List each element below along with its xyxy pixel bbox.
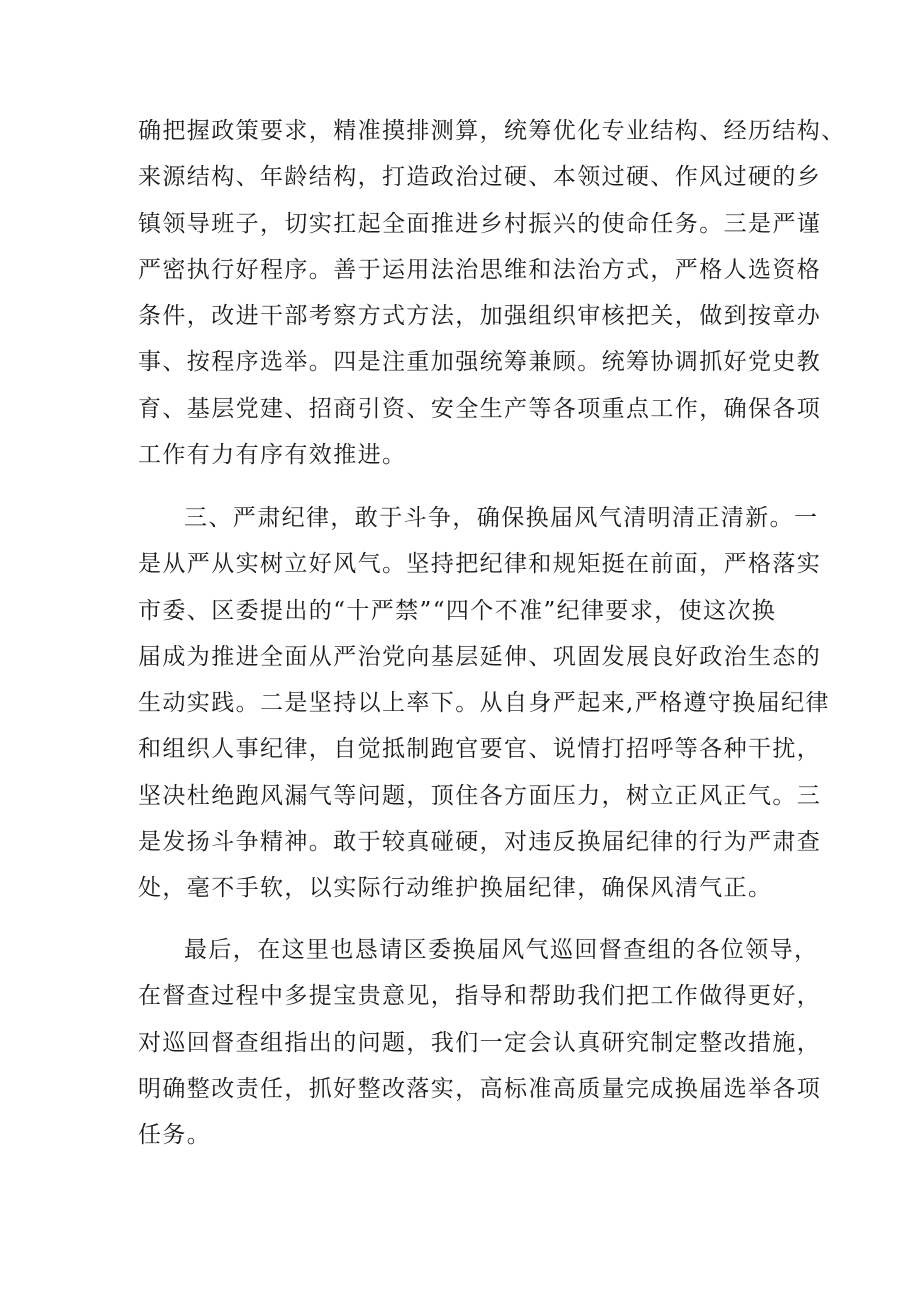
text-line: 对巡回督查组指出的问题，我们一定会认真研究制定整改措施，	[138, 1029, 822, 1056]
text-line: 在督查过程中多提宝贵意见，指导和帮助我们把工作做得更好，	[138, 983, 822, 1010]
text-line: 任务。	[138, 1122, 212, 1149]
paragraph-leadership-structure	[138, 108, 846, 478]
text-line: 来源结构、年龄结构，打造政治过硬、本领过硬、作风过硬的乡	[138, 164, 822, 191]
text-line: 最后，在这里也恳请区委换届风气巡回督查组的各位领导，	[184, 937, 819, 963]
text-line: 明确整改责任，抓好整改落实，高标准高质量完成换届选举各项	[138, 1075, 822, 1102]
text-line: 事、按程序选举。四是注重加强统筹兼顾。统筹协调抓好党史教	[138, 349, 822, 376]
text-line: 坚决杜绝跑风漏气等问题，顶住各方面压力，树立正风正气。三	[138, 782, 822, 809]
text-line: 确把握政策要求，精准摸排测算，统筹优化专业结构、经历结构、	[138, 118, 846, 144]
text-line: 严密执行好程序。善于运用法治思维和法治方式，严格人选资格	[138, 256, 822, 283]
text-line: 生动实践。二是坚持以上率下。从自身严起来,严格遵守换届纪律	[138, 690, 830, 717]
text-line: 市委、区委提出的“十严禁”“四个不准”纪律要求，使这次换	[138, 597, 777, 624]
text-line: 三、严肃纪律，敢于斗争，确保换届风气清明清正清新。一	[184, 505, 819, 531]
text-line: 镇领导班子，切实扛起全面推进乡村振兴的使命任务。三是严谨	[138, 210, 822, 237]
text-line: 育、基层党建、招商引资、安全生产等各项重点工作，确保各项	[138, 395, 822, 422]
text-line: 和组织人事纪律，自觉抵制跑官要官、说情打招呼等各种干扰，	[138, 736, 822, 763]
text-line: 条件，改进干部考察方式方法，加强组织审核把关，做到按章办	[138, 303, 822, 330]
text-line: 是发扬斗争精神。敢于较真碰硬，对违反换届纪律的行为严肃查	[138, 829, 822, 856]
paragraph-discipline	[138, 495, 830, 912]
paragraph-closing	[138, 927, 822, 1158]
text-line: 是从严从实树立好风气。坚持把纪律和规矩挺在前面，严格落实	[138, 551, 822, 578]
text-line: 工作有力有序有效推进。	[138, 442, 407, 469]
text-line: 处，毫不手软，以实际行动维护换届纪律，确保风清气正。	[138, 875, 773, 902]
text-line: 届成为推进全面从严治党向基层延伸、巩固发展良好政治生态的	[138, 643, 822, 670]
